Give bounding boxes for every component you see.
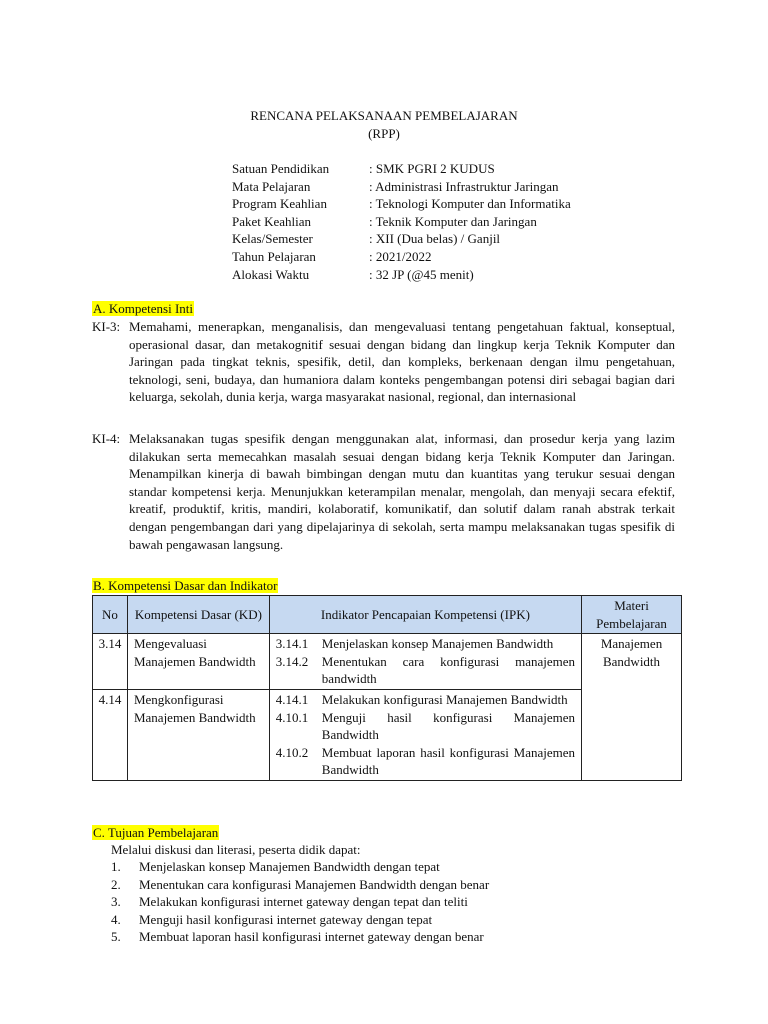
indicator-item: 4.10.2 Membuat laporan hasil konfigurasi Manajemen Bandwidth — [275, 744, 576, 778]
indicator-item: 4.10.1 Menguji hasil konfigurasi Manajemen Bandwidth — [275, 709, 576, 743]
row-kd: Mengkonfigurasi Manajemen Bandwidth — [127, 689, 269, 780]
meta-label: Program Keahlian — [232, 196, 327, 212]
indicator-item: 4.14.1 Melakukan konfigurasi Manajemen Bandwidth — [275, 691, 568, 707]
list-item: 4. Menguji hasil konfigurasi internet gateway dengan tepat — [111, 911, 433, 927]
row-no: 4.14 — [93, 689, 128, 780]
meta-row — [232, 178, 571, 196]
kd-indicator-table — [92, 595, 682, 781]
meta-value: : 32 JP (@45 menit) — [369, 266, 474, 282]
indicator-item: 3.14.1 Menjelaskan konsep Manajemen Bandwidth — [275, 636, 554, 652]
row-indicators — [269, 634, 581, 690]
header-no: No — [93, 596, 128, 634]
row-no: 3.14 — [93, 634, 128, 690]
ki4-code: KI-4: — [92, 431, 121, 446]
header-materi: Materi Pembelajaran — [582, 596, 682, 634]
ki3-code: KI-3: — [92, 319, 121, 334]
meta-value: : SMK PGRI 2 KUDUS — [369, 161, 495, 176]
table-row — [93, 634, 682, 690]
ki4-text: Melaksanakan tugas spesifik dengan menggunakan alat, informasi, dan prosedur kerja yang lazim dilakukan serta memecahkan masalah sesuai dengan bidang kerja Teknik Komputer dan Jaringan. Menampilkan kinerja di bawah bimbingan dengan mutu dan kuantitas yang terukur sesuai dengan standar kompetensi kerja. Menunjukkan keterampilan menalar, mengolah, dan menyaji secara efektif, kreatif, produktif, kritis, mandiri, kolaboratif, komunikatif, dan solutif dalam ranah abstrak terkait dengan pengembangan dari yang dipelajarinya di sekolah, serta mampu melaksanakan tugas spesifik di bawah pengawasan langsung. — [129, 431, 675, 552]
objectives-list — [111, 858, 489, 946]
ki3-text: Memahami, menerapkan, menganalisis, dan mengevaluasi tentang pengetahuan faktual, konseptual, operasional dasar, dan metakognitif sesuai dengan bidang dan lingkup kerja Teknik Komputer dan Jaringan pada tingkat teknis, spesifik, detil, dan kompleks, berkenaan dengan ilmu pengetahuan, teknologi, seni, budaya, dan humaniora dalam konteks pengembangan potensi diri sebagai bagian dari keluarga, sekolah, dunia kerja, warga masyarakat nasional, regional, dan internasional — [129, 319, 675, 405]
ki4-paragraph — [92, 430, 675, 553]
meta-value: : Teknologi Komputer dan Informatika — [369, 196, 571, 212]
list-item: 1. Menjelaskan konsep Manajemen Bandwidth dengan tepat — [111, 859, 440, 874]
meta-value: : 2021/2022 — [369, 248, 432, 264]
document-title — [0, 107, 768, 143]
title-line-2: (RPP) — [368, 126, 400, 141]
section-a-heading: A. Kompetensi Inti — [93, 301, 194, 316]
ki3-paragraph — [92, 318, 675, 406]
meta-row — [232, 230, 571, 248]
meta-value: : Administrasi Infrastruktur Jaringan — [369, 178, 559, 194]
meta-row — [232, 195, 571, 213]
meta-row — [232, 266, 571, 284]
meta-value: : XII (Dua belas) / Ganjil — [369, 231, 501, 247]
row-indicators — [269, 689, 581, 780]
objectives-intro: Melalui diskusi dan literasi, peserta didik dapat: — [111, 842, 361, 857]
table-header-row — [93, 596, 682, 634]
identity-block — [232, 160, 571, 283]
meta-row — [232, 213, 571, 231]
materi-cell: Manajemen Bandwidth — [582, 634, 682, 781]
row-kd: Mengevaluasi Manajemen Bandwidth — [127, 634, 269, 690]
list-item: 2. Menentukan cara konfigurasi Manajemen Bandwidth dengan benar — [111, 876, 490, 892]
title-line-1: RENCANA PELAKSANAAN PEMBELAJARAN — [250, 108, 518, 123]
meta-value: : Teknik Komputer dan Jaringan — [369, 213, 537, 229]
meta-label: Kelas/Semester — [232, 231, 313, 247]
list-item: 3. Melakukan konfigurasi internet gateway dengan tepat dan teliti — [111, 894, 468, 910]
header-ipk: Indikator Pencapaian Kompetensi (IPK) — [269, 596, 581, 634]
meta-label: Mata Pelajaran — [232, 178, 311, 194]
meta-row — [232, 160, 571, 178]
section-c-heading: C. Tujuan Pembelajaran — [93, 825, 219, 840]
meta-label: Paket Keahlian — [232, 213, 312, 229]
list-item: 5. Membuat laporan hasil konfigurasi internet gateway dengan benar — [111, 929, 484, 945]
header-kd: Kompetensi Dasar (KD) — [127, 596, 269, 634]
indicator-item: 3.14.2 Menentukan cara konfigurasi manajemen bandwidth — [275, 653, 576, 687]
meta-label: Tahun Pelajaran — [232, 248, 316, 264]
meta-row — [232, 248, 571, 266]
meta-label: Satuan Pendidikan — [232, 161, 330, 176]
meta-label: Alokasi Waktu — [232, 266, 310, 282]
section-b-heading: B. Kompetensi Dasar dan Indikator — [93, 578, 278, 593]
